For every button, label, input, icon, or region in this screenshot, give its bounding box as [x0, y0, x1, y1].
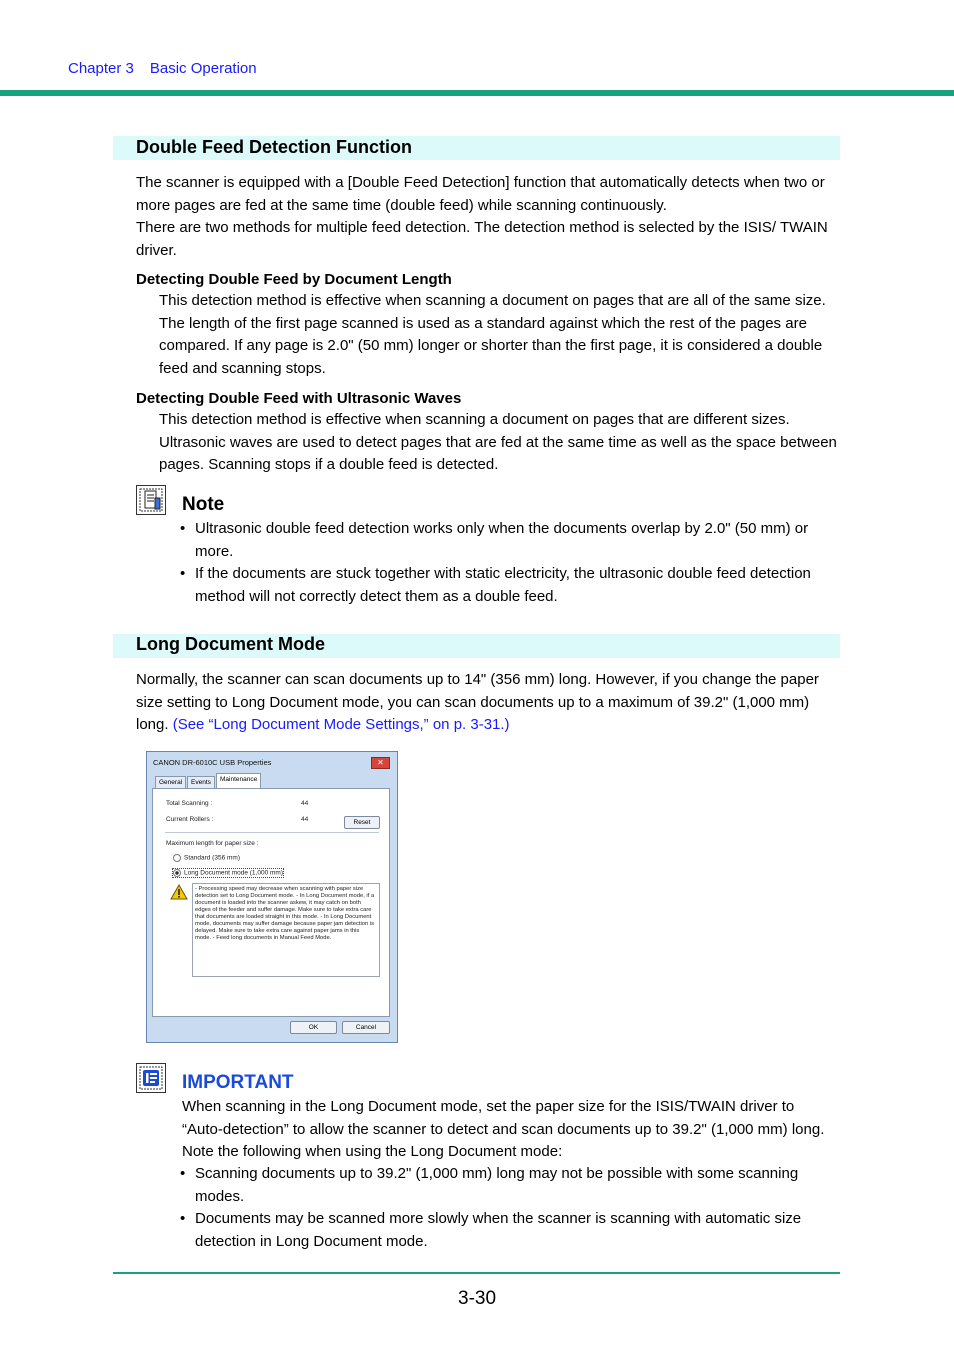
cancel-button[interactable]: Cancel	[342, 1021, 390, 1034]
reset-button[interactable]: Reset	[344, 816, 380, 829]
current-rollers-label: Current Rollers :	[166, 816, 214, 823]
page-number: 3-30	[458, 1288, 497, 1309]
total-scanning-label: Total Scanning :	[166, 800, 213, 807]
subheading-ultrasonic: Detecting Double Feed with Ultrasonic Waves	[136, 390, 462, 407]
intro-paragraph-1: The scanner is equipped with a [Double Feed Detection] function that automatically detects when two or more pages are fed at the same time (double feed) while scanning continuously.	[136, 174, 825, 214]
important-title: IMPORTANT	[182, 1072, 294, 1093]
section-label: Basic Operation	[149, 60, 257, 77]
radio-standard-label: Standard (356 mm)	[184, 854, 240, 862]
radio-selected-icon	[173, 869, 181, 877]
dialog-title: CANON DR-6010C USB Properties	[153, 758, 272, 767]
warning-textbox[interactable]: - Processing speed may decrease when scanning with paper size detection set to Long Document mode. - In Long Document mode, if a document is loaded into the scanner askew, it may catch on both edges of the feeder and suffer damage. Make sure to take extra care that documents are loaded straight in this mode. - In Long Document mode, documents may suffer damage because paper jam detection is delayed. Make sure to take extra care against paper jams in this mode. - Feed long documents in Manual Feed Mode.	[192, 883, 380, 977]
important-item: • Scanning documents up to 39.2" (1,000 mm) long may not be possible with some scanning modes.	[180, 1163, 840, 1208]
ultrasonic-paragraph: This detection method is effective when scanning a document on pages that are different sizes. Ultrasonic waves are used to detect pages that are fed at the same time as well as the space between pages. Scanning stops if a double feed is detected.	[159, 411, 837, 473]
important-icon	[136, 1063, 166, 1093]
current-rollers-value: 44	[301, 816, 309, 823]
note-title: Note	[182, 494, 225, 515]
section-title-double-feed: Double Feed Detection Function	[136, 137, 413, 157]
long-document-text: Normally, the scanner can scan documents up to 14" (356 mm) long. However, if you change the paper size setting to Long Document mode, you can scan documents up to a maximum of 39.2" (1,000 mm) long.	[136, 671, 819, 733]
document-length-paragraph: This detection method is effective when scanning a document on pages that are all of the same size. The length of the first page scanned is used as a standard against which the rest of the pages are compared. If any page is 2.0" (50 mm) longer or shorter than the first page, it is considered a double feed and scanning stops.	[159, 292, 826, 377]
radio-icon	[173, 854, 181, 862]
important-item: • Documents may be scanned more slowly when the scanner is scanning with automatic size detection in Long Document mode.	[180, 1208, 840, 1253]
radio-standard[interactable]	[173, 854, 240, 862]
divider	[165, 832, 379, 833]
dialog-close-button[interactable]: ✕	[371, 757, 390, 769]
max-length-label: Maximum length for paper size :	[166, 840, 259, 847]
cross-reference-link[interactable]: (See “Long Document Mode Settings,” on p. 3-31.)	[172, 716, 510, 733]
properties-dialog	[146, 751, 398, 1043]
footer-rule	[113, 1272, 840, 1274]
chapter-label: Chapter 3	[68, 60, 134, 77]
total-scanning-value: 44	[301, 800, 309, 807]
section-title-long-document: Long Document Mode	[136, 634, 325, 654]
subheading-document-length: Detecting Double Feed by Document Length	[136, 271, 452, 288]
maintenance-panel	[152, 788, 390, 1017]
radio-long-document-label: Long Document mode (1,000 mm)	[184, 869, 283, 877]
tab-maintenance[interactable]: Maintenance	[216, 773, 261, 789]
note-list	[180, 518, 840, 608]
long-document-paragraph	[136, 669, 826, 737]
important-list	[180, 1163, 840, 1253]
header-rule	[0, 90, 954, 96]
tab-general[interactable]: General	[155, 776, 186, 789]
important-paragraph: When scanning in the Long Document mode, set the paper size for the ISIS/TWAIN driver to “Auto-detection” to allow the scanner to detect and scan documents up to 39.2" (1,000 mm) long. Note the following when using the Long Document mode:	[182, 1098, 825, 1160]
running-header	[68, 60, 257, 77]
note-item: • Ultrasonic double feed detection works only when the documents overlap by 2.0" (50 mm) or more.	[180, 518, 840, 563]
note-item: • If the documents are stuck together with static electricity, the ultrasonic double feed detection method will not correctly detect them as a double feed.	[180, 563, 840, 608]
note-icon	[136, 485, 166, 515]
warning-icon	[170, 884, 188, 900]
radio-long-document[interactable]	[173, 869, 283, 877]
intro-paragraph-2: There are two methods for multiple feed detection. The detection method is selected by the ISIS/ TWAIN driver.	[136, 219, 828, 259]
tab-events[interactable]: Events	[187, 776, 215, 789]
ok-button[interactable]: OK	[290, 1021, 337, 1034]
